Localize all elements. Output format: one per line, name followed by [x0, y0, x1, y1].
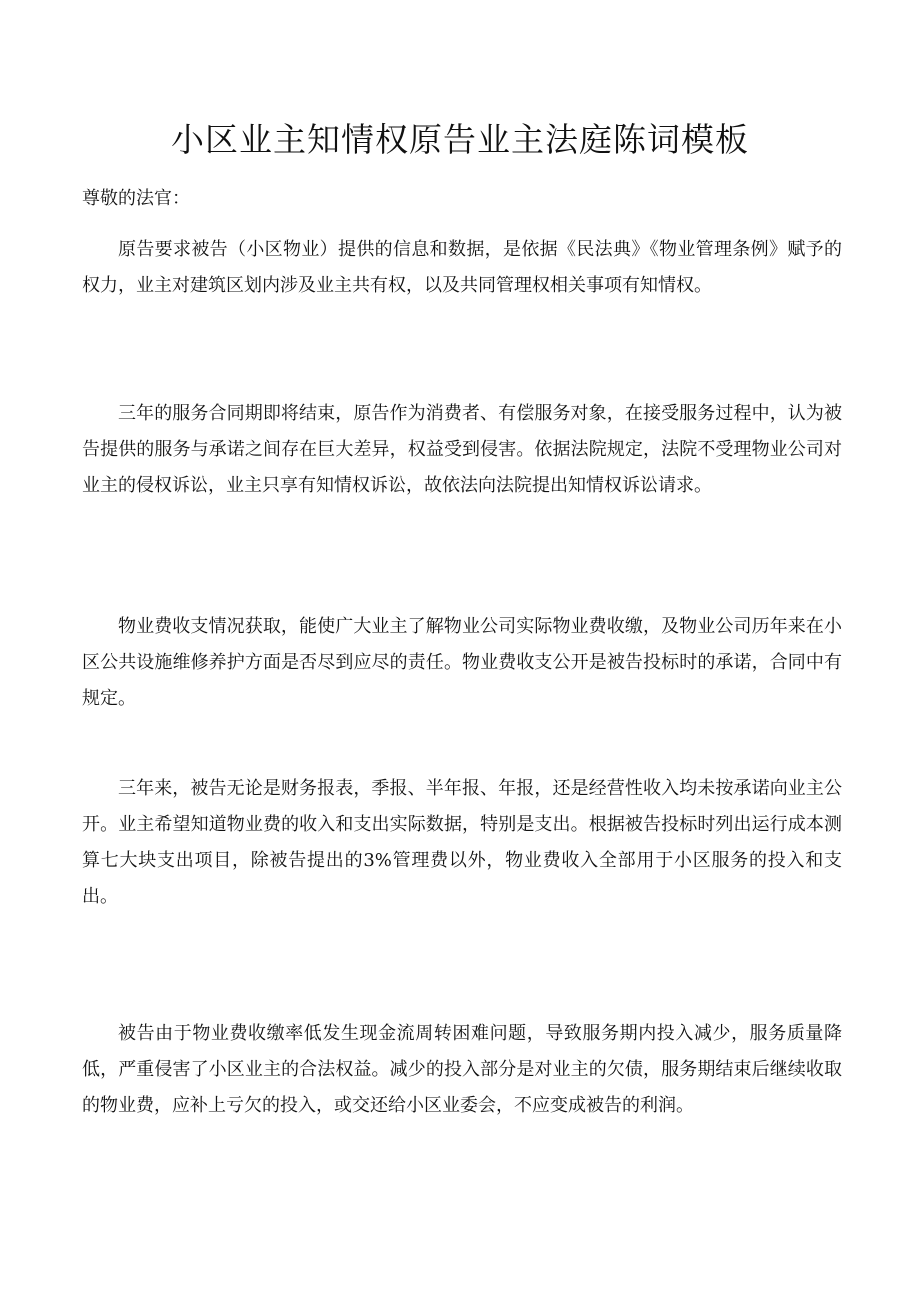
- document-title: 小区业主知情权原告业主法庭陈词模板: [171, 120, 749, 159]
- paragraph-1: 原告要求被告（小区物业）提供的信息和数据，是依据《民法典》《物业管理条例》赋予的权力，业主对建筑区划内涉及业主共有权，以及共同管理权相关事项有知情权。: [82, 239, 842, 296]
- salutation: 尊敬的法官：: [82, 188, 190, 209]
- paragraph-5: 被告由于物业费收缴率低发生现金流周转困难问题，导致服务期内投入减少，服务质量降低，严重侵害了小区业主的合法权益。减少的投入部分是对业主的欠债，服务期结束后继续收取的物业费，应补上亏欠的投入，或交还给小区业委会，不应变成被告的利润。: [82, 1023, 842, 1116]
- paragraph-2: 三年的服务合同期即将结束，原告作为消费者、有偿服务对象，在接受服务过程中，认为被告提供的服务与承诺之间存在巨大差异，权益受到侵害。依据法院规定，法院不受理物业公司对业主的侵权诉讼，业主只享有知情权诉讼，故依法向法院提出知情权诉讼请求。: [82, 403, 842, 496]
- paragraph-4: 三年来，被告无论是财务报表，季报、半年报、年报，还是经营性收入均未按承诺向业主公开。业主希望知道物业费的收入和支出实际数据，特别是支出。根据被告投标时列出运行成本测算七大块支出项目，除被告提出的3%管理费以外，物业费收入全部用于小区服务的投入和支出。: [82, 778, 842, 907]
- paragraph-3: 物业费收支情况获取，能使广大业主了解物业公司实际物业费收缴，及物业公司历年来在小区公共设施维修养护方面是否尽到应尽的责任。物业费收支公开是被告投标时的承诺，合同中有规定。: [82, 616, 842, 709]
